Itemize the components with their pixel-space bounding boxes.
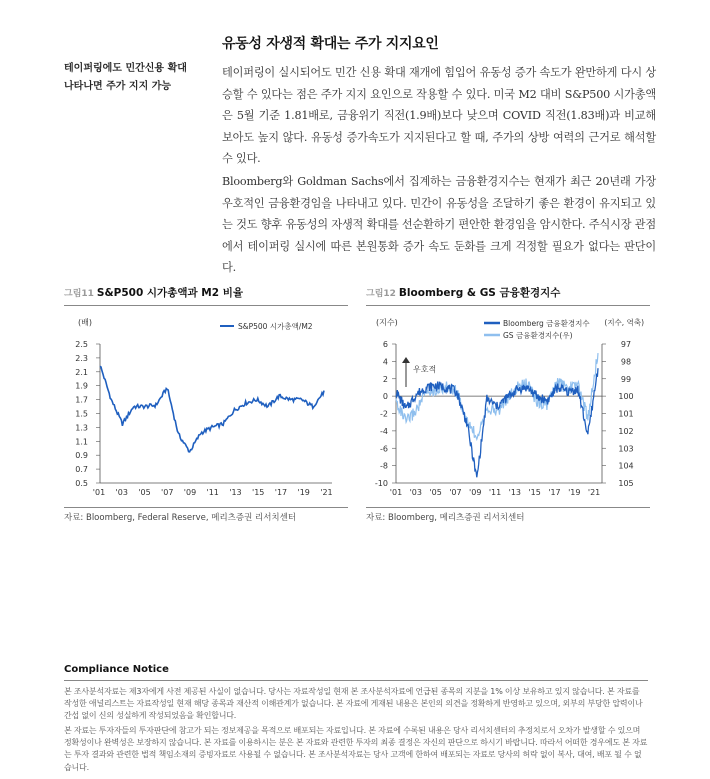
x-tick-label: '17 — [548, 488, 561, 497]
y2-tick-label: 105 — [618, 479, 634, 488]
y2-tick-label: 98 — [620, 357, 632, 367]
series-line-bloomberg — [396, 368, 598, 477]
y2-tick-label: 103 — [618, 444, 634, 454]
y-tick-label: 0.7 — [75, 465, 88, 475]
x-tick-label: '03 — [115, 488, 128, 497]
y-axis-unit-label: (지수) — [376, 318, 398, 327]
y-tick-label: 2 — [382, 374, 388, 384]
annotation-label: 우호적 — [413, 365, 437, 374]
x-tick-label: '11 — [206, 488, 219, 497]
y2-axis-unit-label: (지수, 역축) — [604, 318, 644, 327]
y-tick-label: 1.3 — [75, 423, 88, 433]
figure-12-title: Bloomberg & GS 금융환경지수 — [398, 287, 561, 299]
x-tick-label: '21 — [587, 488, 601, 497]
x-tick-label: '15 — [252, 488, 265, 497]
x-tick-label: '05 — [138, 488, 151, 497]
x-tick-label: '07 — [449, 488, 462, 497]
y2-tick-label: 102 — [618, 426, 634, 436]
y2-tick-label: 100 — [618, 392, 634, 402]
y-tick-label: -2 — [380, 409, 388, 419]
y-tick-label: 1.1 — [75, 437, 88, 447]
y-tick-label: 0.5 — [75, 479, 88, 488]
figure-11-chart-box — [64, 307, 348, 508]
side-note-line-2: 나타나면 주가 지지 가능 — [64, 81, 172, 92]
figure-11-header — [64, 285, 348, 306]
x-tick-label: '01 — [92, 488, 106, 497]
x-tick-label: '17 — [274, 488, 288, 497]
y-tick-label: 2.5 — [75, 340, 88, 349]
compliance-divider — [64, 680, 648, 681]
legend-label: S&P500 시가총액/M2 — [238, 322, 313, 331]
body-paragraph-2: Bloomberg와 Goldman Sachs에서 집계하는 금융환경지수는 현재가 최근 20년래 가장 우호적인 금융환경임을 나타내고 있다. 민간이 유동성을 조달하기 좋은 환경이 유지되고 있는 것도 향후 유동성의 자생적 확대를 선순환하기 편안한 환경임을 암시한다. 주식시장 관점에서 테이퍼링 실시에 따른 본원통화 증가 속도 둔화를 크게 걱정할 필요가 없다는 판단이다. — [222, 175, 656, 274]
y-tick-label: -10 — [374, 479, 388, 488]
body-paragraph-1: 테이퍼링이 실시되어도 민간 신용 확대 재개에 힘입어 유동성 증가 속도가 완만하게 다시 상승할 수 있다는 점은 주가 지지 요인으로 작용할 수 있다. 미국 M2 대비 S&P500 시가총액은 5월 기준 1.81배로, 금융위기 직전(1.9배)보다 낮으며 COVID 직전(1.83배)과 비교해보아도 높지 않다. 유동성 증가속도가 지지된다고 할 때, 주가의 상방 여력의 근거로 해석할 수 있다. — [222, 66, 656, 165]
y-tick-label: 1.7 — [75, 395, 88, 405]
figure-12-number: 그림12 — [366, 289, 396, 299]
y-tick-label: 4 — [382, 357, 388, 367]
y-tick-label: 1.9 — [75, 381, 88, 391]
figure-11-title: S&P500 시가총액과 M2 비율 — [96, 287, 243, 299]
y-tick-label: 0.9 — [75, 451, 88, 461]
x-tick-label: '09 — [183, 488, 197, 497]
side-note-line-1: 테이퍼링에도 민간신용 확대 — [64, 63, 187, 74]
series-line-sp500-m2 — [100, 366, 324, 452]
annotation-arrow-head — [402, 357, 410, 363]
chart-financial-conditions — [366, 307, 650, 507]
y-tick-label: -6 — [380, 444, 388, 454]
compliance-title: Compliance Notice — [64, 664, 169, 675]
x-tick-label: '21 — [320, 488, 333, 497]
x-tick-label: '19 — [297, 488, 310, 497]
figure-12-header — [366, 285, 650, 306]
x-tick-label: '13 — [508, 488, 522, 497]
x-tick-label: '15 — [528, 488, 541, 497]
figure-12-source: 자료: Bloomberg, 메리츠증권 리서치센터 — [366, 513, 525, 523]
section-title: 유동성 자생적 확대는 주가 지지요인 — [222, 36, 439, 52]
x-tick-label: '03 — [409, 488, 423, 497]
y-tick-label: 2.3 — [75, 353, 88, 363]
side-note — [64, 60, 187, 96]
figure-11-number: 그림11 — [64, 289, 94, 299]
compliance-paragraph-1: 본 조사분석자료는 제3자에게 사전 제공된 사실이 없습니다. 당사는 자료작성일 현재 본 조사분석자료에 언급된 종목의 지분을 1% 이상 보유하고 있지 않습니다. 본 자료를 작성한 애널리스트는 자료작성일 현재 해당 종목과 재산적 이해관계가 없습니다. 본 자료에 게재된 내용은 본인의 의견을 정확하게 반영하고 있으며, 외부의 부당한 압력이나 간섭 없이 신의 성실하게 작성되었음을 확인합니다. — [64, 687, 643, 721]
x-tick-label: '09 — [469, 488, 482, 497]
x-tick-label: '13 — [229, 488, 242, 497]
y-tick-label: 0 — [382, 392, 388, 402]
y2-tick-label: 97 — [620, 340, 632, 349]
y2-tick-label: 104 — [618, 461, 634, 471]
y2-tick-label: 99 — [620, 374, 632, 384]
legend-label-bloomberg: Bloomberg 금융환경지수 — [503, 319, 590, 328]
legend-label-gs: GS 금융환경지수(우) — [503, 331, 573, 340]
y-tick-label: 1.5 — [75, 409, 88, 419]
y-tick-label: 2.1 — [75, 367, 88, 377]
y-tick-label: 6 — [382, 340, 388, 349]
x-tick-label: '07 — [161, 488, 174, 497]
y-tick-label: -8 — [380, 461, 388, 471]
y-tick-label: -4 — [380, 426, 388, 436]
x-tick-label: '05 — [429, 488, 442, 497]
figure-11-source: 자료: Bloomberg, Federal Reserve, 메리츠증권 리서치센터 — [64, 513, 297, 523]
chart-sp500-m2-ratio — [64, 307, 348, 507]
x-tick-label: '01 — [389, 488, 403, 497]
figure-12-chart-box — [366, 307, 650, 508]
x-tick-label: '19 — [568, 488, 581, 497]
y-axis-unit-label: (배) — [78, 318, 92, 327]
x-tick-label: '11 — [488, 488, 502, 497]
y2-tick-label: 101 — [618, 409, 634, 419]
compliance-paragraph-2: 본 자료는 투자자들의 투자판단에 참고가 되는 정보제공을 목적으로 배포되는 자료입니다. 본 자료에 수록된 내용은 당사 리서치센터의 추정치로서 오차가 발생할 수 있으며 정확성이나 완벽성은 보장하지 않습니다. 본 자료를 이용하시는 분은 본 자료와 관련한 투자의 최종 결정은 자신의 판단으로 하시기 바랍니다. 따라서 어떠한 경우에도 본 자료는 투자 결과와 관련한 법적 책임소재의 증빙자료로 사용될 수 없습니다. 본 조사분석자료는 당사 고객에 한하여 배포되는 자료로 당사의 허락 없이 복사, 대여, 배포 될 수 없습니다. — [64, 726, 648, 772]
